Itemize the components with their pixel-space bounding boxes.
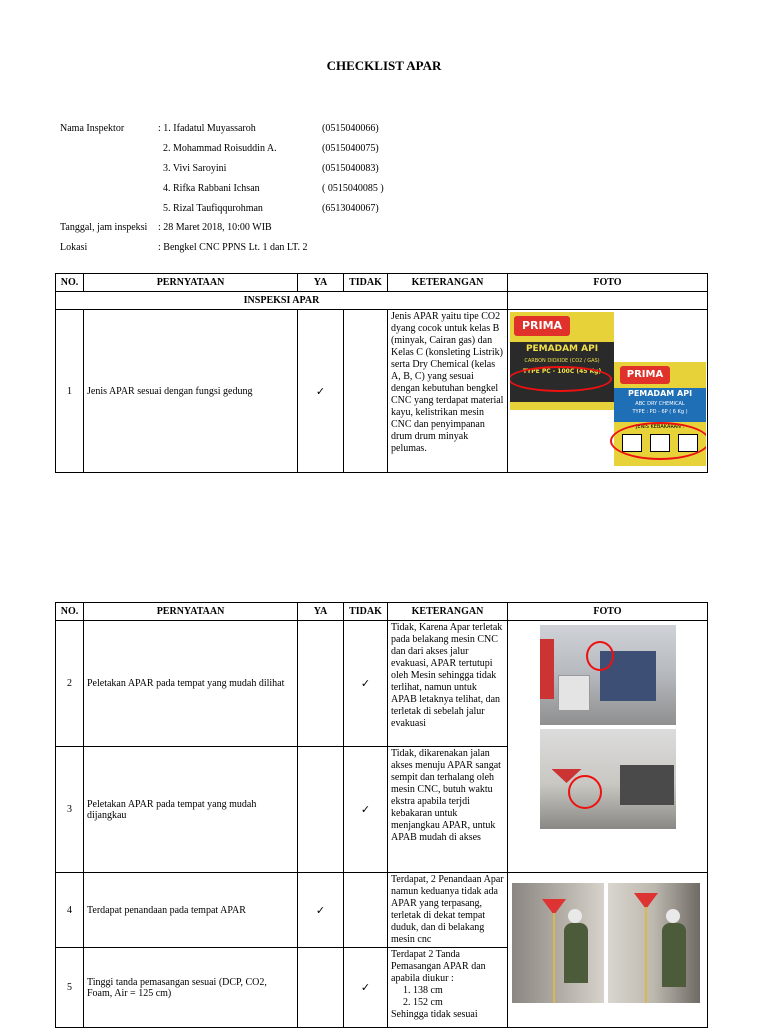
header-photo: FOTO [508,274,708,292]
table-row [56,621,708,747]
product-type: TYPE : PD - 6P ( 6 Kg ) [632,409,688,415]
location-value: : Bengkel CNC PPNS Lt. 1 dan LT. 2 [158,242,308,253]
inspector-name: 2. Mohammad Roisuddin A. [163,143,277,154]
inspector-name: : 1. Ifadatul Muyassaroh [158,123,256,134]
row-statement: Peletakan APAR pada tempat yang mudah dilihat [84,621,298,747]
empty-cell [344,310,388,473]
sign-measure-photo-2 [608,883,700,1003]
inspector-name: 3. Vivi Saroyini [163,163,227,174]
check-mark-icon: ✓ [344,948,388,1028]
row-remarks: Tidak, dikarenakan jalan akses menuju APAR sangat sempit dan terhalang oleh mesin CNC, butuh waktu ekstra apabila terjdi kebakaran untuk menjangkau APAR, untuk APAB mudah di akses [388,747,508,873]
header-yes: YA [298,603,344,621]
check-mark-icon: ✓ [344,747,388,873]
document-title: CHECKLIST APAR [326,58,442,73]
location-label: Lokasi [60,242,88,253]
product-sub: CARBON DIOXIDE (CO2 / GAS) [524,358,600,364]
date-value: : 28 Maret 2018, 10:00 WIB [158,222,272,233]
header-statement: PERNYATAAN [84,603,298,621]
row-statement: Tinggi tanda pemasangan sesuai (DCP, CO2, Foam, Air = 125 cm) [84,948,298,1028]
inspector-id: (0515040066) [322,123,379,134]
row-statement: Terdapat penandaan pada tempat APAR [84,873,298,948]
photo-cell [508,310,708,473]
row-remarks [388,948,508,1028]
row-remarks: Tidak, Karena Apar terletak pada belakang mesin CNC dan dari akses jalur evakuasi, APAR tertutupi oleh Mesin sehingga tidak terlihat, namun untuk APAB letaknya telihat, dan terletak di sebelah jalur evakuasi [388,621,508,747]
header-no-col: TIDAK [344,274,388,292]
header-no: NO. [56,274,84,292]
header-remarks: KETERANGAN [388,274,508,292]
header-no-col: TIDAK [344,603,388,621]
header-yes: YA [298,274,344,292]
abc-label [614,362,706,466]
section-title: INSPEKSI APAR [56,292,508,310]
row-number: 2 [56,621,84,747]
empty-cell [508,292,708,310]
row-number: 5 [56,948,84,1028]
inspector-id: ( 0515040085 ) [322,183,384,194]
brand-badge: PRIMA [514,316,570,336]
header-remarks: KETERANGAN [388,603,508,621]
empty-cell [298,621,344,747]
product-name: PEMADAM API [627,389,693,398]
photo-cell [508,621,708,873]
product-name: PEMADAM API [525,344,599,354]
empty-cell [298,948,344,1028]
remarks-tail: Sehingga tidak sesuai [391,1009,478,1020]
row-remarks: Terdapat, 2 Penandaan Apar namun keduanya tidak ada APAR yang terpasang, terletak di dekat tempat duduk, dan di belakang mesin cnc [388,873,508,948]
inspector-label: Nama Inspektor [60,123,125,134]
inspector-id: (0515040075) [322,143,379,154]
inspector-id: (0515040083) [322,163,379,174]
empty-cell [298,747,344,873]
product-sub: ABC DRY CHEMICAL [635,401,685,407]
checklist-table-1 [55,273,708,473]
product-type: TYPE PC - 100C (45 Kg) [522,368,602,375]
co2-label [510,312,614,410]
sign-measure-photo-1 [512,883,604,1003]
checklist-table-2 [55,602,708,1028]
row-number: 1 [56,310,84,473]
check-mark-icon: ✓ [298,873,344,948]
table-row [56,873,708,948]
highlight-circle [510,366,612,392]
header-statement: PERNYATAAN [84,274,298,292]
empty-cell [344,873,388,948]
inspector-id: (6513040067) [322,203,379,214]
extinguisher-access-photo [540,729,676,829]
highlight-circle [586,641,614,671]
check-mark-icon: ✓ [344,621,388,747]
row-statement: Peletakan APAR pada tempat yang mudah dijangkau [84,747,298,873]
measurement-item: 1. 138 cm [413,985,504,997]
highlight-circle [568,775,602,809]
row-number: 3 [56,747,84,873]
check-mark-icon: ✓ [298,310,344,473]
row-statement: Jenis APAR sesuai dengan fungsi gedung [84,310,298,473]
brand-badge: PRIMA [620,366,670,384]
fire-class-label: JENIS KEBAKARAN : [635,424,685,430]
measurement-item: 2. 152 cm [413,997,504,1009]
cnc-room-photo [540,625,676,725]
measurement-list [391,985,504,1009]
highlight-circle [610,422,706,460]
header-no: NO. [56,603,84,621]
remarks-intro: Terdapat 2 Tanda Pemasangan APAR dan apabila diukur : [391,949,486,984]
table-row [56,310,708,473]
photo-cell [508,873,708,1028]
row-remarks: Jenis APAR yaitu tipe CO2 dyang cocok untuk kelas B (minyak, Cairan gas) dan Kelas C (konsleting Listrik) serta Dry Chemical (kelas A, B, C) yang sesuai dengan kebutuhan bengkel CNC yang terdapat material kayu, kelistrikan mesin CNC dan penyimpanan drum drum minyak pelumas. [388,310,508,473]
date-label: Tanggal, jam inspeksi [60,222,148,233]
inspector-name: 4. Rifka Rabbani Ichsan [163,183,260,194]
header-photo: FOTO [508,603,708,621]
extinguisher-label-photo [510,312,706,467]
row-number: 4 [56,873,84,948]
inspector-name: 5. Rizal Taufiqqurohman [163,203,263,214]
